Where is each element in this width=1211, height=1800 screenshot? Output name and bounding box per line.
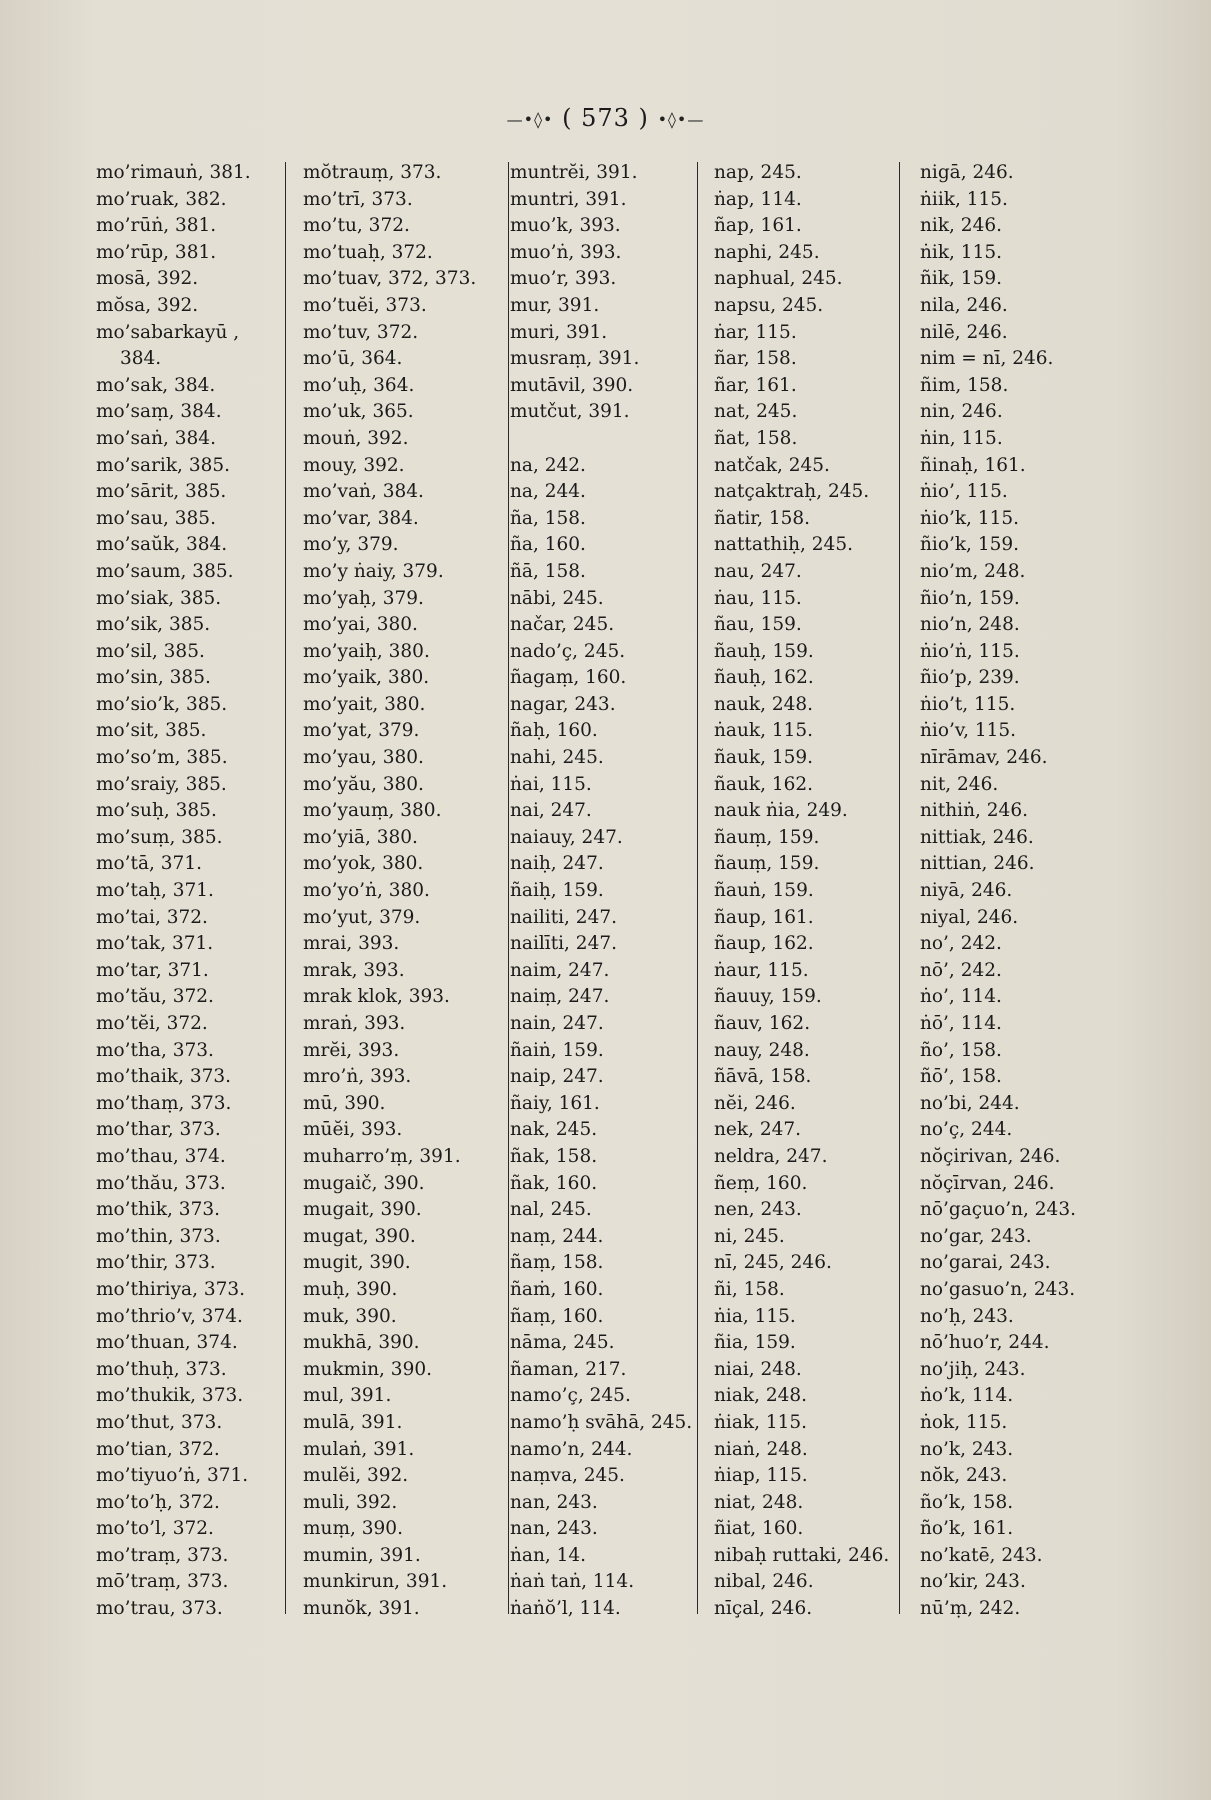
index-entry: mo’saum, 385. <box>96 560 234 582</box>
index-entry: mo’yo’ṅ, 380. <box>303 880 430 902</box>
index-entry: mrai, 393. <box>303 933 400 955</box>
index-entry: mo’taḥ, 371. <box>96 880 214 902</box>
index-entry: niat, 248. <box>714 1491 804 1513</box>
index-entry: munŏk, 391. <box>303 1598 420 1620</box>
index-entry: nō’huo’r, 244. <box>920 1332 1050 1354</box>
index-entry: mŏtrauṃ, 373. <box>303 162 442 183</box>
index-entry: natčak, 245. <box>714 454 830 476</box>
index-entry: ñat, 158. <box>714 427 798 449</box>
index-entry: na, 242. <box>510 454 586 476</box>
index-entry: ñaṁ, 160. <box>510 1278 604 1300</box>
index-entry: mo’y, 379. <box>303 534 399 556</box>
index-entry: mo’thiriya, 373. <box>96 1278 246 1300</box>
index-entry: nin, 246. <box>920 401 1003 423</box>
index-entry: niyal, 246. <box>920 906 1019 928</box>
index-entry: mo’so’m, 385. <box>96 747 228 769</box>
index-entry: mo’tian, 372. <box>96 1438 220 1460</box>
index-entry: ñik, 159. <box>920 268 1002 290</box>
index-entry: mrak klok, 393. <box>303 986 450 1008</box>
index-entry: no’k, 243. <box>920 1438 1014 1460</box>
index-entry: natçaktraḥ, 245. <box>714 481 870 503</box>
index-entry: mo’siak, 385. <box>96 587 222 609</box>
index-entry <box>510 426 692 453</box>
index-entry: nim = nī, 246. <box>920 348 1054 370</box>
index-entry: mugait, 390. <box>303 1199 422 1221</box>
index-entry: nauy, 248. <box>714 1039 810 1061</box>
index-entry: mouy, 392. <box>303 454 405 476</box>
index-entry: nithiṅ, 246. <box>920 800 1028 822</box>
index-entry: mō’traṃ, 373. <box>96 1571 229 1593</box>
index-entry: mo’rimauṅ, 381. <box>96 162 251 183</box>
index-entry: mugaič, 390. <box>303 1172 425 1194</box>
index-entry: ño’k, 158. <box>920 1491 1014 1513</box>
index-entry: mo’tuv, 372. <box>303 321 419 343</box>
index-entry: mo’sraiy, 385. <box>96 773 227 795</box>
index-entry: nen, 243. <box>714 1199 802 1221</box>
index-entry: ñar, 161. <box>714 374 797 396</box>
index-entry: ño’, 158. <box>920 1039 1002 1061</box>
right-ornament-icon: •◊•— <box>657 110 705 129</box>
index-entry: mo’thaik, 373. <box>96 1066 232 1088</box>
index-entry: mo’suṃ, 385. <box>96 826 223 848</box>
index-entry: mo’saṅ, 384. <box>96 427 216 449</box>
index-entry: mo’yău, 380. <box>303 773 424 795</box>
index-entry: mo’thrio’v, 374. <box>96 1305 243 1327</box>
index-entry: mo’yaḥ, 379. <box>303 587 424 609</box>
index-entry: ṅo’k, 114. <box>920 1385 1014 1407</box>
page-number: 573 <box>581 104 630 132</box>
index-entry: muntri, 391. <box>510 188 627 210</box>
index-entry: mutčut, 391. <box>510 401 630 423</box>
index-entry: mo’yut, 379. <box>303 906 421 928</box>
index-entry: nai, 247. <box>510 800 592 822</box>
index-entry: mo’yok, 380. <box>303 853 424 875</box>
index-entry: mūĕi, 393. <box>303 1119 403 1141</box>
index-entry: ṅap, 114. <box>714 188 802 210</box>
index-entry: muharro’ṃ, 391. <box>303 1145 461 1167</box>
index-entry: nio’m, 248. <box>920 560 1026 582</box>
index-entry: no’kir, 243. <box>920 1571 1026 1593</box>
index-entry: mouṅ, 392. <box>303 427 409 449</box>
column-rule <box>508 162 509 1614</box>
index-entry: mo’saŭk, 384. <box>96 534 228 556</box>
index-entry: nau, 247. <box>714 560 802 582</box>
index-entry: ñaiḥ, 159. <box>510 880 604 902</box>
index-entry: mo’thaṃ, 373. <box>96 1092 232 1114</box>
index-entry: mū, 390. <box>303 1092 386 1114</box>
index-entry: mo’sārit, 385. <box>96 481 227 503</box>
index-entry: nagar, 243. <box>510 693 616 715</box>
index-entry: mo’thin, 373. <box>96 1225 221 1247</box>
index-entry: mo’tai, 372. <box>96 906 208 928</box>
index-entry: ñaup, 162. <box>714 933 814 955</box>
index-entry: musraṃ, 391. <box>510 348 640 370</box>
index-entry: mo’tā, 371. <box>96 853 202 875</box>
index-entry: ṅau, 115. <box>714 587 802 609</box>
index-entry: mo’thuḥ, 373. <box>96 1358 227 1380</box>
index-entry: mo’traṃ, 373. <box>96 1544 229 1566</box>
index-entry: ñau, 159. <box>714 614 802 636</box>
index-entry: mo’yat, 379. <box>303 720 420 742</box>
index-entry: ñaṃ, 160. <box>510 1305 604 1327</box>
index-entry: mul, 391. <box>303 1385 392 1407</box>
column-rule <box>899 162 900 1614</box>
index-entry: ñā, 158. <box>510 560 586 582</box>
index-column-2 <box>303 160 476 1623</box>
index-entry: namo’n, 244. <box>510 1438 633 1460</box>
index-entry: mŏsa, 392. <box>96 294 199 316</box>
index-entry: nauk, 248. <box>714 693 814 715</box>
index-entry: no’gasuo’n, 243. <box>920 1278 1076 1300</box>
index-entry: ṅiak, 115. <box>714 1411 808 1433</box>
index-entry: niaṅ, 248. <box>714 1438 808 1460</box>
index-entry: ñatir, 158. <box>714 507 811 529</box>
index-entry: mo’yaik, 380. <box>303 667 430 689</box>
index-entry: mo’tu, 372. <box>303 215 410 237</box>
index-entry: nattathiḥ, 245. <box>714 534 853 556</box>
index-entry: munkirun, 391. <box>303 1571 448 1593</box>
index-entry: nŏçīrvan, 246. <box>920 1172 1055 1194</box>
index-entry: naip, 247. <box>510 1066 604 1088</box>
index-entry: ñauk, 159. <box>714 747 814 769</box>
index-entry: naiṃ, 247. <box>510 986 610 1008</box>
index-entry: ñauṃ, 159. <box>714 826 820 848</box>
index-entry: mo’yai, 380. <box>303 614 418 636</box>
index-entry: ṅin, 115. <box>920 427 1003 449</box>
index-entry: mugit, 390. <box>303 1252 411 1274</box>
index-entry: napsu, 245. <box>714 294 824 316</box>
index-entry: no’garai, 243. <box>920 1252 1051 1274</box>
index-entry: ṅo’, 114. <box>920 986 1002 1008</box>
index-entry: ṅik, 115. <box>920 241 1002 263</box>
index-entry: mo’tak, 371. <box>96 933 214 955</box>
index-entry: ñō’, 158. <box>920 1066 1002 1088</box>
index-entry: naiḥ, 247. <box>510 853 604 875</box>
index-entry: ñagaṃ, 160. <box>510 667 627 689</box>
index-entry: načar, 245. <box>510 614 615 636</box>
index-entry: ñauk, 162. <box>714 773 814 795</box>
index-entry: muli, 392. <box>303 1491 398 1513</box>
index-entry: nō’, 242. <box>920 959 1002 981</box>
index-entry: mo’rūṅ, 381. <box>96 215 217 237</box>
index-entry: ṅaur, 115. <box>714 959 809 981</box>
index-entry: ñeṃ, 160. <box>714 1172 808 1194</box>
index-entry: ñinaḥ, 161. <box>920 454 1026 476</box>
index-entry: no’bi, 244. <box>920 1092 1020 1114</box>
index-entry: muo’k, 393. <box>510 215 621 237</box>
index-entry: mo’thukik, 373. <box>96 1385 244 1407</box>
index-entry: mulaṅ, 391. <box>303 1438 415 1460</box>
index-entry: mo’thuan, 374. <box>96 1332 238 1354</box>
index-entry: mukmin, 390. <box>303 1358 432 1380</box>
index-entry: nŏçirivan, 246. <box>920 1145 1061 1167</box>
index-entry: ñar, 158. <box>714 348 797 370</box>
index-column-3 <box>510 160 692 1623</box>
index-entry: mo’sau, 385. <box>96 507 216 529</box>
index-entry: mo’thău, 373. <box>96 1172 226 1194</box>
index-entry: nīçal, 246. <box>714 1598 813 1620</box>
index-entry: mo’var, 384. <box>303 507 419 529</box>
index-entry: ṅio’k, 115. <box>920 507 1020 529</box>
index-entry: naṃva, 245. <box>510 1465 625 1487</box>
index-entry: muo’ṅ, 393. <box>510 241 622 263</box>
index-entry: no’ç, 244. <box>920 1119 1013 1141</box>
index-entry: mo’thut, 373. <box>96 1411 223 1433</box>
index-column-4 <box>714 160 889 1623</box>
index-entry: ṅaṅ taṅ, 114. <box>510 1571 635 1593</box>
index-entry: ṅaṅŏ’l, 114. <box>510 1598 621 1620</box>
index-entry: ñak, 158. <box>510 1145 598 1167</box>
index-entry: mulā, 391. <box>303 1411 403 1433</box>
index-entry: mrak, 393. <box>303 959 405 981</box>
index-entry: naim, 247. <box>510 959 610 981</box>
index-entry: nan, 243. <box>510 1491 598 1513</box>
index-entry: mo’tuĕi, 373. <box>303 294 427 316</box>
index-entry: mosā, 392. <box>96 268 199 290</box>
index-entry: ñaḥ, 160. <box>510 720 598 742</box>
index-entry: mo’to’ḥ, 372. <box>96 1491 220 1513</box>
index-entry: mutāvil, 390. <box>510 374 634 396</box>
index-entry: ṅiap, 115. <box>714 1465 808 1487</box>
index-entry: neldra, 247. <box>714 1145 828 1167</box>
index-entry: nāma, 245. <box>510 1332 615 1354</box>
index-entry: ñio’p, 239. <box>920 667 1020 689</box>
index-entry: nābi, 245. <box>510 587 604 609</box>
index-entry: no’ḥ, 243. <box>920 1305 1014 1327</box>
index-entry: mo’suḥ, 385. <box>96 800 217 822</box>
index-entry: 384. <box>120 348 162 370</box>
index-entry: muo’r, 393. <box>510 268 617 290</box>
index-entry: mo’vaṅ, 384. <box>303 481 424 503</box>
index-entry: mo’tiyuo’ṅ, 371. <box>96 1465 249 1487</box>
index-entry: nigā, 246. <box>920 162 1014 183</box>
index-entry: mulĕi, 392. <box>303 1465 409 1487</box>
index-entry: mo’yaiḥ, 380. <box>303 640 430 662</box>
index-entry: ñia, 159. <box>714 1332 796 1354</box>
index-entry: mo’tău, 372. <box>96 986 214 1008</box>
index-entry: na, 244. <box>510 481 586 503</box>
index-entry: mo’sil, 385. <box>96 640 205 662</box>
index-entry: ñauṅ, 159. <box>714 880 814 902</box>
index-entry: nit, 246. <box>920 773 999 795</box>
index-entry: ñauḥ, 159. <box>714 640 814 662</box>
index-entry: nittiak, 246. <box>920 826 1034 848</box>
index-entry: mo’sabarkayū , <box>96 321 240 343</box>
index-entry: no’, 242. <box>920 933 1002 955</box>
index-entry: ñap, 161. <box>714 215 802 237</box>
index-entry: ṅio’, 115. <box>920 481 1008 503</box>
index-entry: niak, 248. <box>714 1385 808 1407</box>
index-entry: nila, 246. <box>920 294 1008 316</box>
index-entry: nailīti, 247. <box>510 933 617 955</box>
index-entry: mro’ṅ, 393. <box>303 1066 412 1088</box>
index-entry: nat, 245. <box>714 401 798 423</box>
index-entry: ṅō’, 114. <box>920 1013 1002 1034</box>
index-entry: nŏk, 243. <box>920 1465 1008 1487</box>
index-entry: ñaman, 217. <box>510 1358 627 1380</box>
index-entry: no’gar, 243. <box>920 1225 1032 1247</box>
index-entry: mo’tĕi, 372. <box>96 1013 208 1034</box>
index-entry: namo’ç, 245. <box>510 1385 631 1407</box>
index-entry: muri, 391. <box>510 321 608 343</box>
index-entry: nal, 245. <box>510 1199 592 1221</box>
index-entry: nī, 245, 246. <box>714 1252 832 1274</box>
index-entry: ṅia, 115. <box>714 1305 796 1327</box>
index-entry: ṅok, 115. <box>920 1411 1008 1433</box>
index-entry: mo’sak, 384. <box>96 374 216 396</box>
index-entry: mrĕi, 393. <box>303 1039 400 1061</box>
index-entry: mraṅ, 393. <box>303 1013 406 1034</box>
index-entry: no’katē, 243. <box>920 1544 1043 1566</box>
index-entry: ña, 158. <box>510 507 586 529</box>
index-entry: ñaṃ, 158. <box>510 1252 604 1274</box>
index-entry: nahi, 245. <box>510 747 604 769</box>
index-entry: mo’yait, 380. <box>303 693 426 715</box>
index-entry: mo’tuaḥ, 372. <box>303 241 433 263</box>
column-rule <box>285 162 286 1614</box>
index-entry: ñauuy, 159. <box>714 986 822 1008</box>
index-entry: mo’y ṅaiy, 379. <box>303 560 444 582</box>
index-entry: ñauḥ, 162. <box>714 667 814 689</box>
index-entry: niyā, 246. <box>920 880 1013 902</box>
index-entry: mo’thau, 374. <box>96 1145 226 1167</box>
index-entry: ñauṃ, 159. <box>714 853 820 875</box>
index-entry: mugat, 390. <box>303 1225 416 1247</box>
index-entry: mo’uḥ, 364. <box>303 374 415 396</box>
index-entry: naphi, 245. <box>714 241 820 263</box>
index-entry: mo’thar, 373. <box>96 1119 221 1141</box>
index-entry: mo’saṃ, 384. <box>96 401 222 423</box>
index-entry: nado’ç, 245. <box>510 640 626 662</box>
left-ornament-icon: —•◊• <box>506 110 554 129</box>
index-entry: muṃ, 390. <box>303 1518 403 1540</box>
index-entry: ṅan, 14. <box>510 1544 587 1566</box>
index-entry: ṅio’t, 115. <box>920 693 1016 715</box>
index-entry: mukhā, 390. <box>303 1332 420 1354</box>
index-entry: ñio’n, 159. <box>920 587 1020 609</box>
index-entry: nik, 246. <box>920 215 1002 237</box>
index-entry: nauk ṅia, 249. <box>714 800 848 822</box>
index-entry: mo’tha, 373. <box>96 1039 214 1061</box>
index-entry: mo’to’l, 372. <box>96 1518 214 1540</box>
index-entry: ño’k, 161. <box>920 1518 1014 1540</box>
index-column-1 <box>96 160 251 1623</box>
index-entry: nain, 247. <box>510 1013 604 1034</box>
index-entry: muḥ, 390. <box>303 1278 398 1300</box>
index-entry: ni, 245. <box>714 1225 785 1247</box>
index-entry: muntrĕi, 391. <box>510 162 638 183</box>
index-entry: nailiti, 247. <box>510 906 617 928</box>
index-entry: nibaḥ ruttaki, 246. <box>714 1544 890 1566</box>
index-entry: ṅar, 115. <box>714 321 797 343</box>
index-entry: ñaup, 161. <box>714 906 814 928</box>
index-entry: nap, 245. <box>714 162 802 183</box>
index-entry: mo’sio’k, 385. <box>96 693 228 715</box>
index-entry: mo’ū, 364. <box>303 348 403 370</box>
index-entry: naphual, 245. <box>714 268 843 290</box>
index-entry: nō’gaçuo’n, 243. <box>920 1199 1076 1221</box>
index-entry: mo’thik, 373. <box>96 1199 220 1221</box>
index-entry: mo’tuav, 372, 373. <box>303 268 477 290</box>
index-entry: mo’yiā, 380. <box>303 826 418 848</box>
index-entry: niai, 248. <box>714 1358 802 1380</box>
index-entry: ñiat, 160. <box>714 1518 804 1540</box>
index-entry: mo’trau, 373. <box>96 1598 223 1620</box>
index-entry: nek, 247. <box>714 1119 802 1141</box>
index-entry: mur, 391. <box>510 294 600 316</box>
index-entry: nilē, 246. <box>920 321 1008 343</box>
index-entry: nan, 243. <box>510 1518 598 1540</box>
index-entry: naṃ, 244. <box>510 1225 604 1247</box>
index-entry: mo’trī, 373. <box>303 188 413 210</box>
index-entry: nio’n, 248. <box>920 614 1020 636</box>
index-entry: ñauv, 162. <box>714 1013 811 1034</box>
index-entry: ñim, 158. <box>920 374 1009 396</box>
index-entry: mo’yau, 380. <box>303 747 424 769</box>
index-entry: mumin, 391. <box>303 1544 421 1566</box>
index-entry: ṅio’ṅ, 115. <box>920 640 1020 662</box>
index-entry: ṅio’v, 115. <box>920 720 1017 742</box>
index-entry: ñāvā, 158. <box>714 1066 812 1088</box>
index-entry: muk, 390. <box>303 1305 397 1327</box>
index-entry: mo’sik, 385. <box>96 614 211 636</box>
index-column-5 <box>920 160 1076 1623</box>
index-entry: ña, 160. <box>510 534 586 556</box>
index-entry: nĕi, 246. <box>714 1092 796 1114</box>
index-entry: mo’tar, 371. <box>96 959 209 981</box>
index-entry: ṅiik, 115. <box>920 188 1008 210</box>
index-entry: no’jiḥ, 243. <box>920 1358 1026 1380</box>
column-rule <box>697 162 698 1614</box>
index-entry: mo’yauṃ, 380. <box>303 800 442 822</box>
index-entry: ñaiy, 161. <box>510 1092 600 1114</box>
index-entry: nīrāmav, 246. <box>920 747 1048 769</box>
index-entry: mo’sin, 385. <box>96 667 211 689</box>
index-entry: nak, 245. <box>510 1119 598 1141</box>
index-entry: nū’ṃ, 242. <box>920 1598 1021 1620</box>
index-entry: ñi, 158. <box>714 1278 785 1300</box>
index-entry: naiauy, 247. <box>510 826 623 848</box>
index-entry: mo’uk, 365. <box>303 401 414 423</box>
index-entry: mo’ruak, 382. <box>96 188 227 210</box>
page-header: —•◊• ( 573 ) •◊•— <box>506 104 705 132</box>
index-entry: mo’sarik, 385. <box>96 454 231 476</box>
index-entry: ñaiṅ, 159. <box>510 1039 604 1061</box>
index-entry: mo’sit, 385. <box>96 720 207 742</box>
index-entry: mo’rūp, 381. <box>96 241 217 263</box>
index-entry: nibal, 246. <box>714 1571 814 1593</box>
index-entry: ṅai, 115. <box>510 773 592 795</box>
index-entry: mo’thir, 373. <box>96 1252 216 1274</box>
index-entry: ñak, 160. <box>510 1172 598 1194</box>
index-entry: namo’ḥ svāhā, 245. <box>510 1411 693 1433</box>
index-entry: ṅauk, 115. <box>714 720 814 742</box>
index-entry: ñio’k, 159. <box>920 534 1020 556</box>
index-entry: nittian, 246. <box>920 853 1035 875</box>
